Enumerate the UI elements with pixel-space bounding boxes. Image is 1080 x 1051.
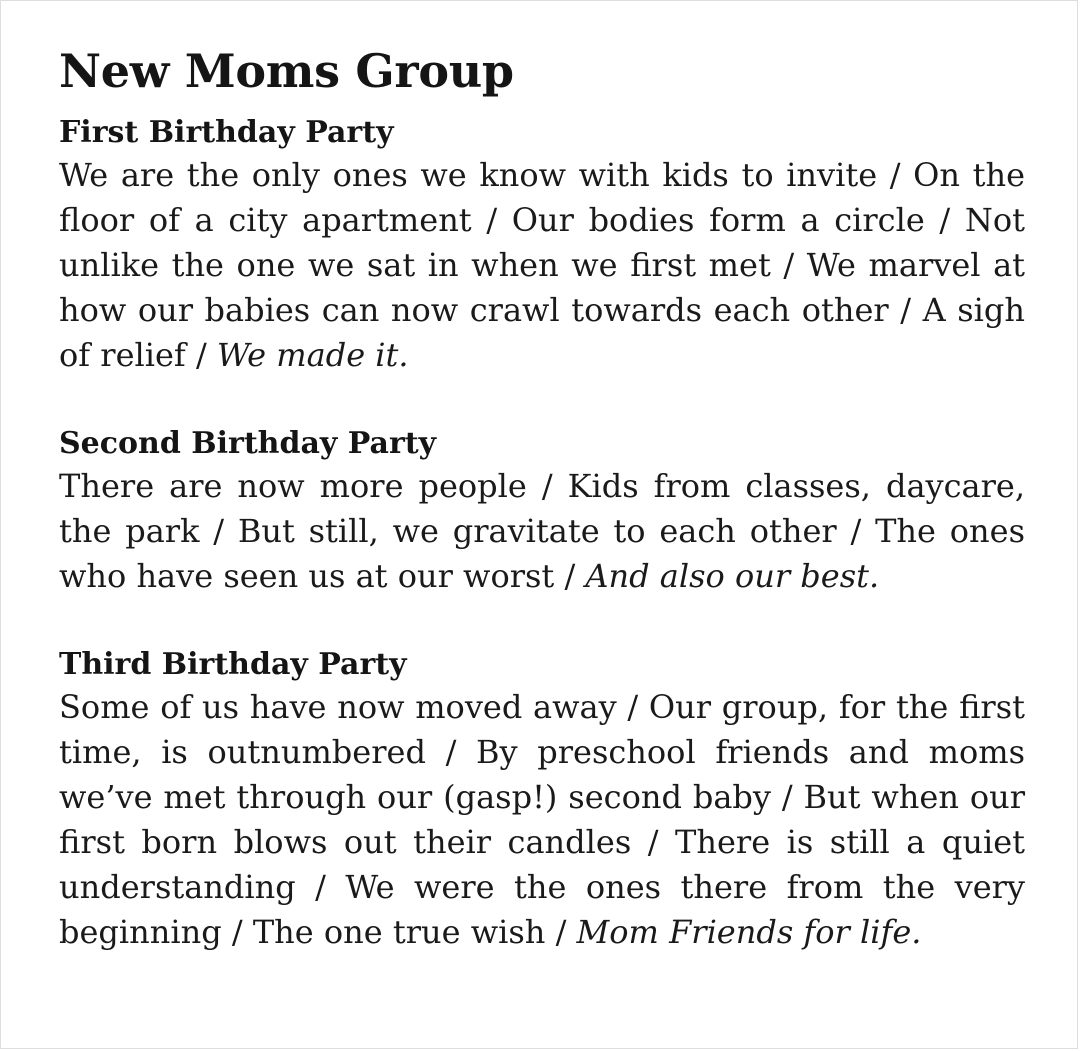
section-text (59, 464, 1025, 599)
section-text (59, 685, 1025, 955)
section-heading: Second Birthday Party (59, 426, 437, 461)
section-first-birthday (59, 113, 1025, 378)
section-second-birthday (59, 424, 1025, 599)
section-heading: Third Birthday Party (59, 647, 407, 682)
section-body-text: There are now more people / Kids from classes, daycare, the park / But still, we gravitate to each other / The ones who have seen us at our worst / (59, 467, 1025, 595)
section-closing-line: Mom Friends for life. (576, 913, 922, 951)
section-body-text: We are the only ones we know with kids to invite / On the floor of a city apartment / Our bodies form a circle / Not unlike the one we sat in when we first met / We marvel at how our babies can now crawl towards each other / A sigh of relief / (59, 156, 1025, 374)
document-content (59, 41, 1025, 955)
section-heading: First Birthday Party (59, 115, 394, 150)
section-closing-line: And also our best. (585, 557, 880, 595)
section-closing-line: We made it. (216, 336, 409, 374)
page-title: New Moms Group (59, 44, 514, 98)
section-text (59, 153, 1025, 378)
section-third-birthday (59, 645, 1025, 955)
section-body-text: Some of us have now moved away / Our group, for the first time, is outnumbered / By preschool friends and moms we’ve met through our (gasp!) second baby / But when our first born blows out their candles / There is still a quiet understanding / We were the ones there from the very beginning / The one true wish / (59, 688, 1025, 951)
